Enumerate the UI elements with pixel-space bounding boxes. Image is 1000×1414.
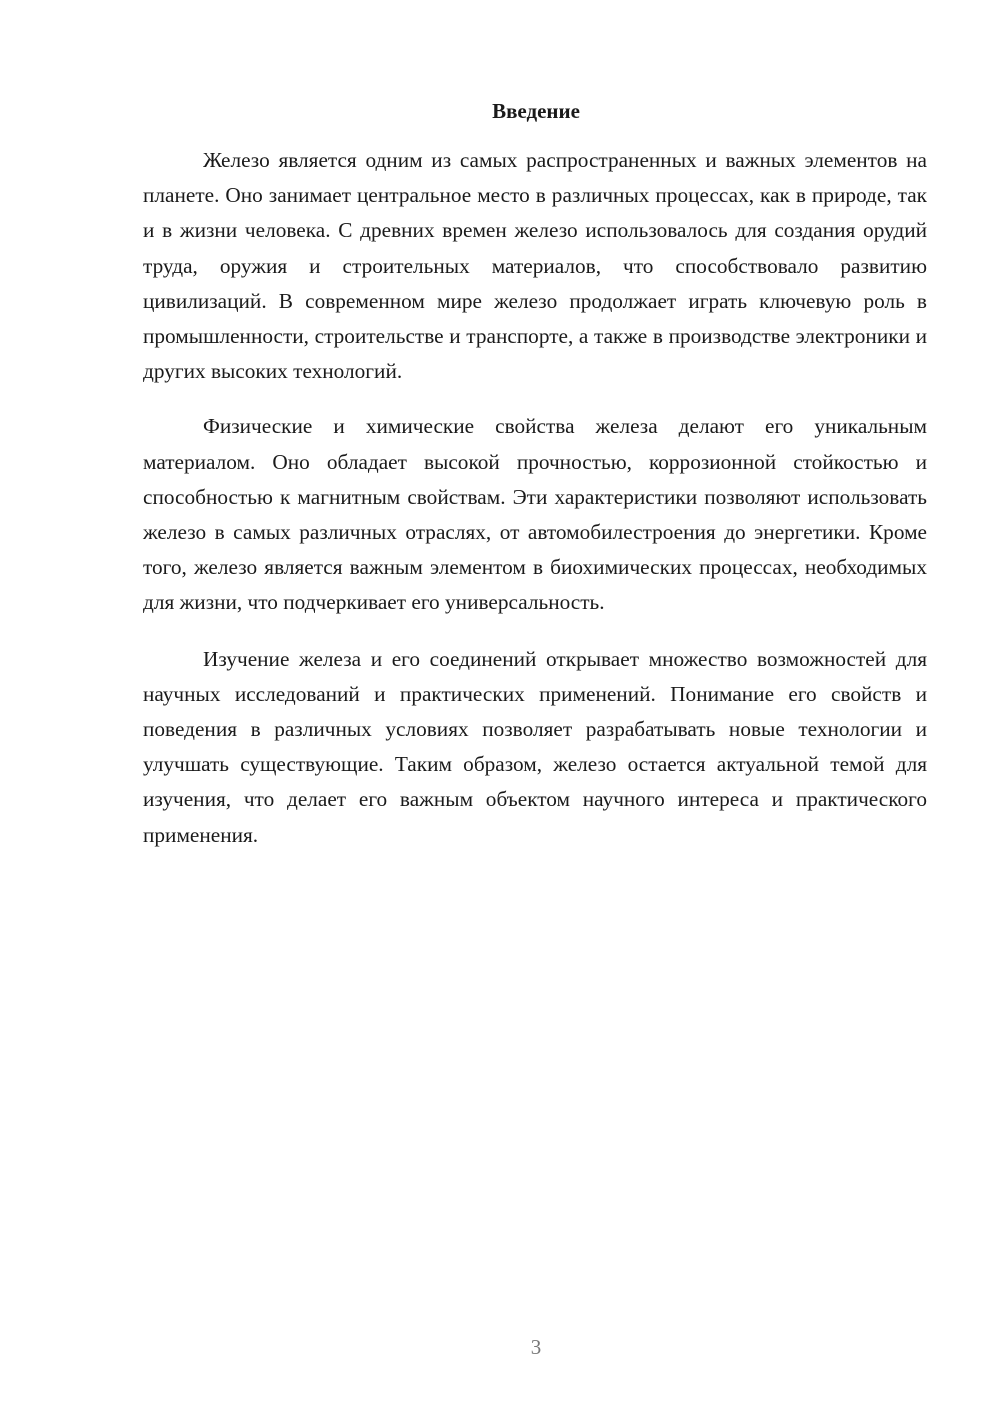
paragraph-2: Физические и химические свойства железа делают его уникальным материалом. Оно обладает высокой прочностью, коррозионной стойкостью и способностью к магнитным свойствам. Эти характеристики позволяют использовать железо в самых различных отраслях, от автомобилестроения до энергетики. Кроме того, железо является важным элементом в биохимических процессах, необходимых для жизни, что подчеркивает его универсальность. — [143, 414, 927, 615]
paragraph-3: Изучение железа и его соединений открывает множество возможностей для научных исследований и практических применений. Понимание его свойств и поведения в различных условиях позволяет разрабатывать новые технологии и улучшать существующие. Таким образом, железо остается актуальной темой для изучения, что делает его важным объектом научного интереса и практического применения. — [143, 646, 927, 847]
section-title: Введение — [492, 99, 580, 123]
body-text — [143, 143, 927, 873]
page-number: 3 — [530, 1335, 542, 1359]
paragraph-1: Железо является одним из самых распространенных и важных элементов на планете. Оно занимает центральное место в различных процессах, как в природе, так и в жизни человека. С древних времен железо использовалось для создания орудий труда, оружия и строительных материалов, что способствовало развитию цивилизаций. В современном мире железо продолжает играть ключевую роль в промышленности, строительстве и транспорте, а также в производстве электроники и других высоких технологий. — [143, 148, 927, 384]
